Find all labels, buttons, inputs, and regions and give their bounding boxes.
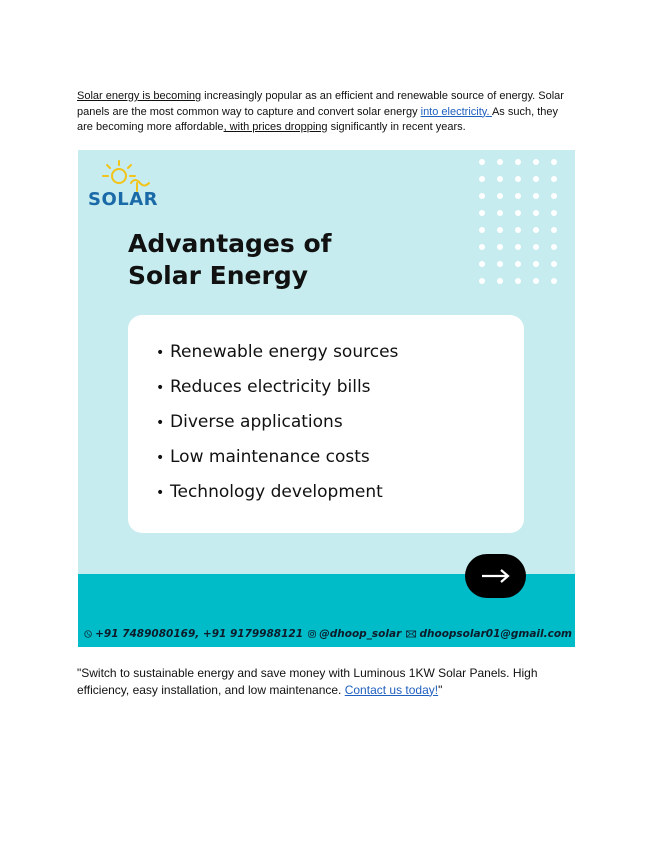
decor-dot: [497, 227, 503, 233]
bullet-icon: •: [156, 415, 165, 431]
instagram-icon: [308, 626, 316, 642]
intro-paragraph: [77, 89, 572, 136]
decor-dot: [479, 159, 485, 165]
intro-text-2: Solar panels are the most common way to capture and convert solar energy: [77, 90, 564, 118]
intro-text-4: significantly in recent years.: [327, 121, 466, 133]
bullet-icon: •: [156, 345, 165, 361]
headline-line-1: Advantages of: [128, 229, 332, 258]
decor-dot: [479, 227, 485, 233]
decor-dot: [533, 278, 539, 284]
decor-dot: [533, 193, 539, 199]
advantages-list: [156, 339, 398, 514]
decorative-dot-grid: [474, 154, 574, 284]
email-icon: [406, 627, 416, 641]
decor-dot: [551, 244, 557, 250]
advantage-item: • Reduces electricity bills: [156, 374, 398, 409]
decor-dot: [551, 176, 557, 182]
intro-text-3: As such, they are becoming more affordable: [77, 105, 558, 133]
decor-dot: [551, 261, 557, 267]
intro-text-1: increasingly popular as an efficient and renewable source of energy.: [201, 90, 536, 102]
decor-dot: [551, 193, 557, 199]
poster-headline: [128, 228, 332, 292]
solar-advantages-poster: [78, 150, 575, 647]
decor-dot: [515, 159, 521, 165]
decor-dot: [551, 227, 557, 233]
email-address[interactable]: dhoopsolar01@gmail.com: [419, 628, 572, 640]
phone-numbers[interactable]: +91 7489080169, +91 9179988121: [95, 628, 304, 640]
logo-wordmark: SOLAR: [88, 189, 159, 210]
decor-dot: [533, 244, 539, 250]
link-solar-energy-is-becoming[interactable]: Solar energy is becoming: [77, 90, 202, 102]
decor-dot: [479, 176, 485, 182]
decor-dot: [479, 244, 485, 250]
contact-us-link[interactable]: Contact us today!: [344, 682, 439, 697]
bullet-icon: •: [156, 450, 165, 466]
contact-row: [84, 625, 572, 643]
decor-dot: [497, 278, 503, 284]
decor-dot: [497, 244, 503, 250]
decor-dot: [497, 176, 503, 182]
decor-dot: [479, 210, 485, 216]
decor-dot: [497, 159, 503, 165]
decor-dot: [533, 210, 539, 216]
decor-dot: [479, 278, 485, 284]
decor-dot: [497, 210, 503, 216]
bullet-icon: •: [156, 485, 165, 501]
decor-dot: [551, 210, 557, 216]
decor-dot: [533, 176, 539, 182]
advantage-item: • Diverse applications: [156, 409, 398, 444]
decor-dot: [533, 227, 539, 233]
advantage-item: • Low maintenance costs: [156, 444, 398, 479]
next-arrow-button[interactable]: [465, 554, 526, 598]
link-into-electricity[interactable]: into electricity.: [420, 105, 492, 118]
decor-dot: [479, 261, 485, 267]
decor-dot: [479, 193, 485, 199]
decor-dot: [515, 210, 521, 216]
closing-text: "Switch to sustainable energy and save money with Luminous 1KW Solar Panels. High efficiency, easy installation, and low maintenance.: [77, 666, 538, 697]
decor-dot: [515, 193, 521, 199]
closing-quote: ": [438, 682, 443, 697]
advantage-item: • Technology development: [156, 479, 398, 514]
decor-dot: [497, 193, 503, 199]
decor-dot: [515, 227, 521, 233]
advantages-card: [128, 315, 524, 533]
decor-dot: [551, 159, 557, 165]
link-prices-dropping[interactable]: , with prices dropping: [223, 121, 328, 133]
decor-dot: [515, 261, 521, 267]
decor-dot: [533, 261, 539, 267]
instagram-handle[interactable]: @dhoop_solar: [319, 628, 402, 640]
bullet-icon: •: [156, 380, 165, 396]
decor-dot: [533, 159, 539, 165]
decor-dot: [515, 176, 521, 182]
decor-dot: [515, 278, 521, 284]
phone-icon: [84, 626, 92, 642]
arrow-right-icon: [481, 568, 511, 584]
closing-paragraph: [77, 665, 572, 698]
decor-dot: [551, 278, 557, 284]
decor-dot: [515, 244, 521, 250]
headline-line-2: Solar Energy: [128, 261, 309, 290]
decor-dot: [497, 261, 503, 267]
advantage-item: • Renewable energy sources: [156, 339, 398, 374]
